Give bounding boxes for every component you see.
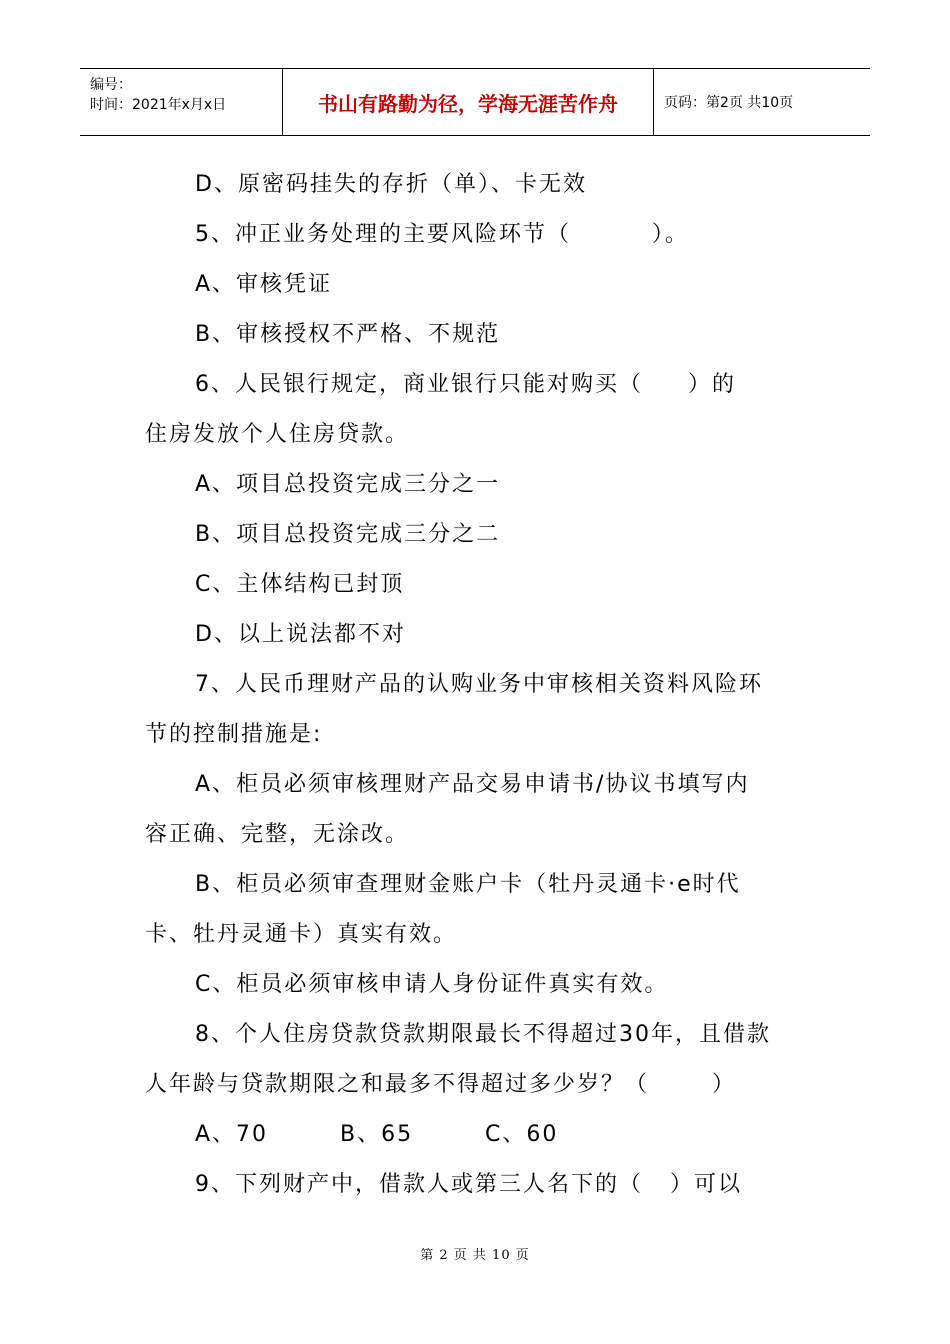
text-line: D、以上说法都不对 — [195, 622, 406, 647]
text-line: A、审核凭证 — [195, 272, 333, 297]
text-line: 卡、牡丹灵通卡）真实有效。 — [145, 922, 458, 947]
text-line: A、柜员必须审核理财产品交易申请书/协议书填写内 — [195, 772, 750, 797]
text-line: B、审核授权不严格、不规范 — [195, 322, 501, 347]
text-line: 容正确、完整，无涂改。 — [145, 822, 410, 847]
page-footer: 第 2 页 共 10 页 — [420, 1248, 530, 1263]
text-line: 8、个人住房贷款贷款期限最长不得超过30年，且借款 — [195, 1022, 771, 1047]
text-line: 7、人民币理财产品的认购业务中审核相关资料风险环 — [195, 672, 763, 697]
text-line: D、原密码挂失的存折（单）、卡无效 — [195, 172, 587, 197]
page-header — [80, 68, 870, 136]
text-line: C、柜员必须审核申请人身份证件真实有效。 — [195, 972, 669, 997]
text-line: C、主体结构已封顶 — [195, 572, 405, 597]
text-line: A、70 B、65 C、60 — [195, 1122, 559, 1147]
header-page-info: 页码：第2页 共10页 — [664, 95, 794, 111]
text-line: 节的控制措施是: — [145, 722, 323, 747]
text-line: 住房发放个人住房贷款。 — [145, 422, 410, 447]
text-line: B、柜员必须审查理财金账户卡（牡丹灵通卡·e时代 — [195, 872, 741, 897]
text-line: 5、冲正业务处理的主要风险环节（ ）。 — [195, 222, 689, 247]
text-line: 6、人民银行规定，商业银行只能对购买（ ）的 — [195, 372, 736, 397]
time-label: 时间：2021年x月x日 — [90, 97, 227, 113]
serial-label: 编号： — [90, 77, 132, 93]
text-line: A、项目总投资完成三分之一 — [195, 472, 501, 497]
text-line: 9、下列财产中，借款人或第三人名下的（ ）可以 — [195, 1172, 742, 1197]
text-line: 人年龄与贷款期限之和最多不得超过多少岁？（ ） — [145, 1072, 736, 1097]
header-motto: 书山有路勤为径，学海无涯苦作舟 — [283, 69, 654, 135]
text-line: B、项目总投资完成三分之二 — [195, 522, 501, 547]
header-meta — [80, 69, 283, 135]
